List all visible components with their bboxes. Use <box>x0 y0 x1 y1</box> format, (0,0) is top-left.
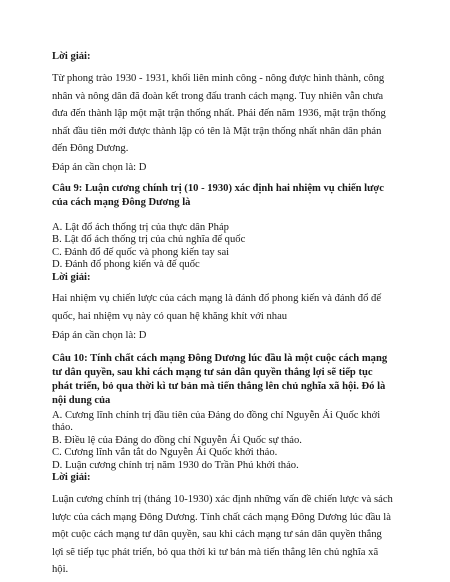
question-10-options <box>52 410 412 472</box>
text-line: nhân và nông dân đã đoàn kết trong đấu tranh cách mạng. Tuy nhiên vẫn chưa <box>52 90 384 102</box>
text-line: lợi sẽ tiếp tục phát triển, bỏ qua thời kì tư bản mà tiến thẳng lên chủ nghĩa xã <box>52 546 379 558</box>
question-line: Câu 9: Luận cương chính trị (10 - 1930) xác định hai nhiệm vụ chiến lược <box>52 183 384 194</box>
option-b: B. Điều lệ của Đảng do đồng chí Nguyễn Ái Quốc sự thảo. <box>52 434 302 446</box>
text-line: Từ phong trào 1930 - 1931, khối liên minh công - nông được hình thành, công <box>52 73 385 84</box>
option-d: D. Đánh đổ phong kiến và đế quốc <box>52 259 200 271</box>
solution-paragraph <box>52 290 412 325</box>
question-9 <box>52 182 412 210</box>
question-9-options <box>52 222 412 272</box>
option-a-continued: thảo. <box>52 422 73 434</box>
answer-line: Đáp án cần chọn là: D <box>52 330 147 341</box>
question-10 <box>52 352 412 408</box>
text-line: đến Đông Dương. <box>52 143 129 154</box>
option-a: A. Lật đổ ách thống trị của thực dân Pháp <box>52 222 229 233</box>
text-line: đưa đến thành lập một mặt trận thống nhất. Phải đến năm 1936, mặt trận thống <box>52 108 386 119</box>
text-line: một cuộc cách mạng tư dân quyền, sau khi cách mạng tư sản dân quyền thắng <box>52 529 382 540</box>
text-line: lược của cách mạng Đông Dương. Tính chất cách mạng Đông Dương lúc đầu là <box>52 511 391 523</box>
option-c: C. Cương lĩnh vắn tắt do Nguyễn Ái Quốc khởi thảo. <box>52 447 278 459</box>
text-line: hội. <box>52 564 69 575</box>
text-line: nhất đầu tiên mới được thành lập có tên là Mặt trận thống nhất nhân dân phản <box>52 125 382 137</box>
option-c: C. Đánh đổ đế quốc và phong kiến tay sai <box>52 246 230 258</box>
text-line: Hai nhiệm vụ chiến lược của cách mạng là đánh đổ phong kiến và đánh đổ đế <box>52 293 382 304</box>
question-line: nội dung của <box>52 395 111 406</box>
question-line: tư dân quyền, sau khi cách mạng tư sản dân quyền thắng lợi sẽ tiếp tục <box>52 367 373 378</box>
option-b: B. Lật đổ ách thống trị của chủ nghĩa đế quốc <box>52 234 246 246</box>
text-line: Luận cương chính trị (tháng 10-1930) xác định những vấn đề chiến lược và sách <box>52 494 393 505</box>
solution-heading: Lời giải: <box>52 472 91 483</box>
solution-heading: Lời giải: <box>52 272 91 283</box>
question-line: Câu 10: Tính chất cách mạng Đông Dương lúc đầu là một cuộc cách mạng <box>52 353 388 364</box>
question-line: phát triển, bỏ qua thời kì tư bản mà tiến thẳng lên chủ nghĩa xã hội. Đó là <box>52 381 386 392</box>
question-line: của cách mạng Đông Dương là <box>52 197 191 208</box>
text-line: quốc, hai nhiệm vụ này có quan hệ khăng khít với nhau <box>52 310 288 322</box>
option-a: A. Cương lĩnh chính trị đầu tiên của Đảng do đồng chí Nguyễn Ái Quốc khởi <box>52 410 381 421</box>
option-d: D. Luận cương chính trị năm 1930 do Trần Phú khởi thảo. <box>52 459 299 471</box>
solution-paragraph <box>52 70 412 158</box>
solution-heading: Lời giải: <box>52 51 91 62</box>
answer-line: Đáp án cần chọn là: D <box>52 162 147 173</box>
solution-paragraph <box>52 491 412 579</box>
